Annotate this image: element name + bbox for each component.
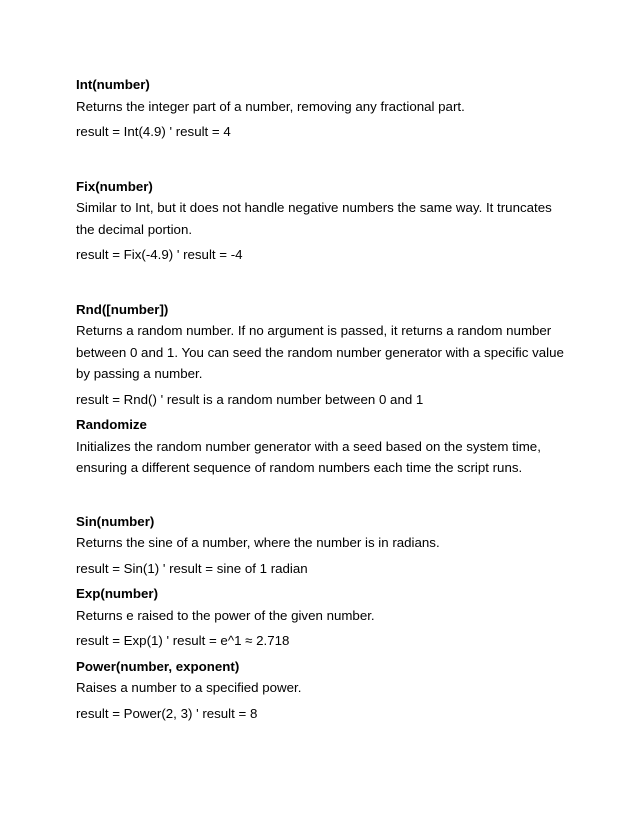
- section-description: Similar to Int, but it does not handle negative numbers the same way. It truncates the decimal portion.: [76, 200, 552, 237]
- section-example: result = Fix(-4.9) ' result = -4: [76, 247, 243, 262]
- section-description: Returns e raised to the power of the given number.: [76, 607, 375, 623]
- section-description: Initializes the random number generator with a seed based on the system time, ensuring a different sequence of random numbers each time the script runs.: [76, 438, 541, 475]
- spacer: [76, 143, 566, 176]
- spacer: [76, 479, 566, 511]
- section-exp: [76, 583, 566, 652]
- section-title: Int(number): [76, 77, 150, 92]
- section-fix: [76, 176, 566, 266]
- section-sin: [76, 511, 566, 580]
- section-example: result = Exp(1) ' result = e^1 ≈ 2.718: [76, 633, 290, 648]
- spacer: [76, 266, 566, 299]
- section-randomize: [76, 414, 566, 479]
- section-example: result = Rnd() ' result is a random number between 0 and 1: [76, 391, 424, 407]
- section-title: Fix(number): [76, 178, 153, 194]
- section-title: Randomize: [76, 417, 147, 432]
- section-title: Sin(number): [76, 513, 155, 529]
- section-example: result = Sin(1) ' result = sine of 1 radian: [76, 560, 308, 576]
- section-power: [76, 656, 566, 725]
- section-description: Raises a number to a specified power.: [76, 680, 302, 695]
- section-title: Rnd([number]): [76, 301, 169, 317]
- section-example: result = Int(4.9) ' result = 4: [76, 124, 231, 139]
- section-title: Power(number, exponent): [76, 658, 240, 674]
- document-page: [76, 74, 566, 724]
- section-description: Returns a random number. If no argument is passed, it returns a random number between 0 and 1. You can seed the random number generator with a specific value by passing a number.: [76, 323, 564, 381]
- section-description: Returns the integer part of a number, removing any fractional part.: [76, 98, 465, 114]
- section-description: Returns the sine of a number, where the number is in radians.: [76, 535, 440, 550]
- section-title: Exp(number): [76, 586, 159, 601]
- section-example: result = Power(2, 3) ' result = 8: [76, 705, 258, 721]
- section-rnd: [76, 299, 566, 411]
- section-int: [76, 74, 566, 143]
